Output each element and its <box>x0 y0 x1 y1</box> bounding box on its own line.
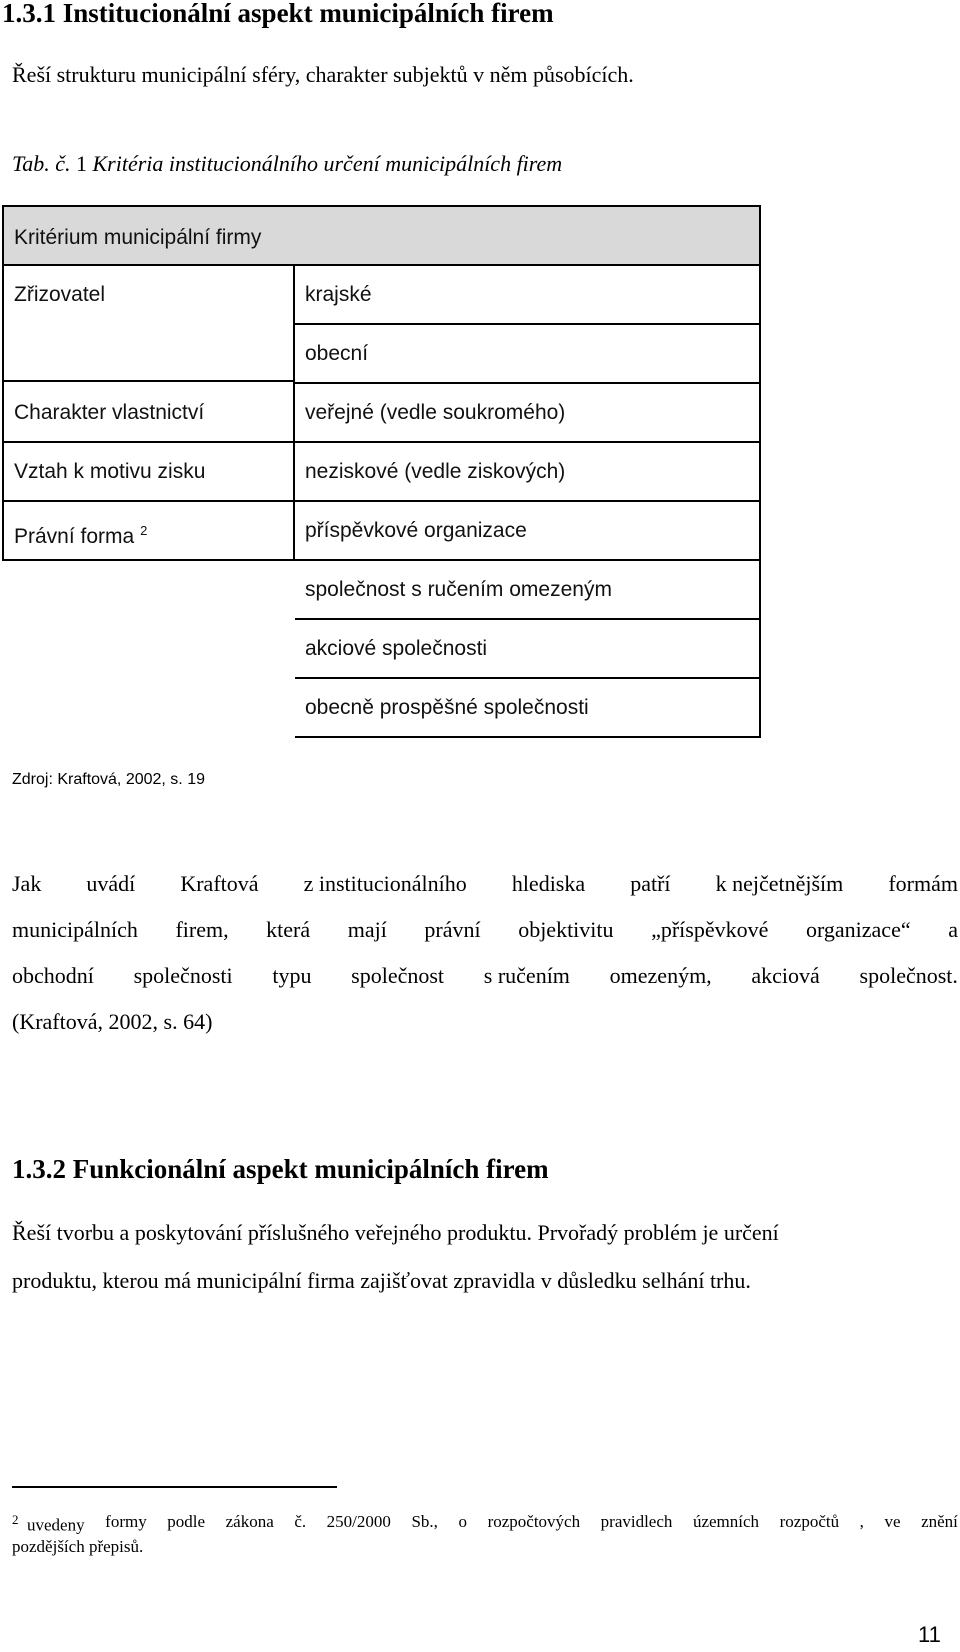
word: zákona <box>225 1512 274 1531</box>
word: rozpočtových <box>487 1512 581 1531</box>
word: pravidlech <box>600 1512 673 1531</box>
caption-text: Kritéria institucionálního určení municipálních firem <box>86 151 563 176</box>
criterion-cell <box>2 500 295 561</box>
word: společnost. <box>859 963 958 988</box>
value-cell: společnost s ručením omezeným <box>295 559 761 620</box>
table-header-cell: Kritérium municipální firmy <box>2 205 761 266</box>
word: společnosti <box>133 963 233 988</box>
footnote-ref: 2 <box>140 523 148 538</box>
word: společnost <box>351 963 445 988</box>
word: Kraftová <box>180 871 259 896</box>
value-cell: veřejné (vedle soukromého) <box>295 382 761 443</box>
word: formy <box>105 1512 147 1531</box>
word: Jak <box>12 871 42 896</box>
value-cell: příspěvkové organizace <box>295 500 761 561</box>
word: omezeným, <box>609 963 712 988</box>
table-row <box>2 264 761 325</box>
word: organizace“ <box>805 917 911 942</box>
word: s ručením <box>483 963 570 988</box>
table-row <box>2 441 761 502</box>
word: „příspěvkové <box>651 917 769 942</box>
word: uvedeny <box>27 1515 85 1535</box>
word: firem, <box>175 917 229 942</box>
value-cell: obecně prospěšné společnosti <box>295 677 761 738</box>
page-number: 11 <box>918 1622 941 1647</box>
section-intro: Řeší strukturu municipální sféry, charakter subjektů v něm působících. <box>12 62 634 87</box>
criterion-text: Právní forma <box>14 525 135 548</box>
criterion-cell: Zřizovatel <box>2 264 295 382</box>
criterion-cell: Charakter vlastnictví <box>2 382 295 443</box>
word: , <box>859 1512 864 1531</box>
section-heading-1-3-2: 1.3.2 Funkcionální aspekt municipálních firem <box>12 1154 549 1184</box>
table-source: Zdroj: Kraftová, 2002, s. 19 <box>12 771 205 788</box>
footnote-first <box>12 1512 85 1536</box>
table-row <box>2 323 761 384</box>
paragraph-line <box>12 917 958 943</box>
table-header-row <box>2 205 761 266</box>
word: a <box>948 917 958 942</box>
section-heading-1-3-1: 1.3.1 Institucionální aspekt municipálních firem <box>2 0 554 28</box>
word: patří <box>630 871 671 896</box>
word: podle <box>167 1512 206 1531</box>
word: uvádí <box>86 871 136 896</box>
word: rozpočtů <box>779 1512 840 1531</box>
word: z institucionálního <box>303 871 467 896</box>
criterion-cell: Vztah k motivu zisku <box>2 441 295 502</box>
word: mají <box>347 917 387 942</box>
word: municipálních <box>12 917 138 942</box>
footnote-mark: 2 <box>12 1512 19 1527</box>
value-cell: obecní <box>295 323 761 384</box>
table-row <box>2 382 761 443</box>
caption-prefix: Tab. č. <box>12 151 76 176</box>
word: č. <box>294 1512 307 1531</box>
value-cell: krajské <box>295 264 761 325</box>
word: která <box>266 917 311 942</box>
section2-line: produktu, kterou má municipální firma zajišťovat zpravidla v důsledku selhání trhu. <box>12 1268 751 1293</box>
paragraph-line: (Kraftová, 2002, s. 64) <box>12 1009 213 1034</box>
word: 250/2000 <box>326 1512 391 1531</box>
word: formám <box>888 871 958 896</box>
table-row <box>2 618 761 679</box>
word: k nejčetnějším <box>715 871 844 896</box>
caption-number: 1 <box>75 151 87 176</box>
word: typu <box>272 963 312 988</box>
paragraph-line <box>12 963 958 989</box>
word: o <box>458 1512 467 1531</box>
value-cell: neziskové (vedle ziskových) <box>295 441 761 502</box>
word: hlediska <box>511 871 586 896</box>
footnote-separator <box>12 1486 337 1488</box>
table-row <box>2 500 761 561</box>
table-row <box>2 559 761 620</box>
section2-line: Řeší tvorbu a poskytování příslušného veřejného produktu. Prvořadý problém je určení <box>12 1220 779 1245</box>
word: objektivitu <box>518 917 614 942</box>
word: ve <box>884 1512 901 1531</box>
word: územních <box>692 1512 760 1531</box>
word: obchodní <box>12 963 94 988</box>
footnote-line: pozdějších přepisů. <box>12 1537 144 1556</box>
word: Sb., <box>411 1512 438 1531</box>
paragraph-line <box>12 871 958 897</box>
table-row <box>2 677 761 738</box>
table-caption <box>12 151 562 177</box>
value-cell: akciové společnosti <box>295 618 761 679</box>
word: akciová <box>751 963 820 988</box>
word: právní <box>424 917 481 942</box>
footnote-line <box>12 1512 958 1536</box>
word: znění <box>921 1512 958 1531</box>
